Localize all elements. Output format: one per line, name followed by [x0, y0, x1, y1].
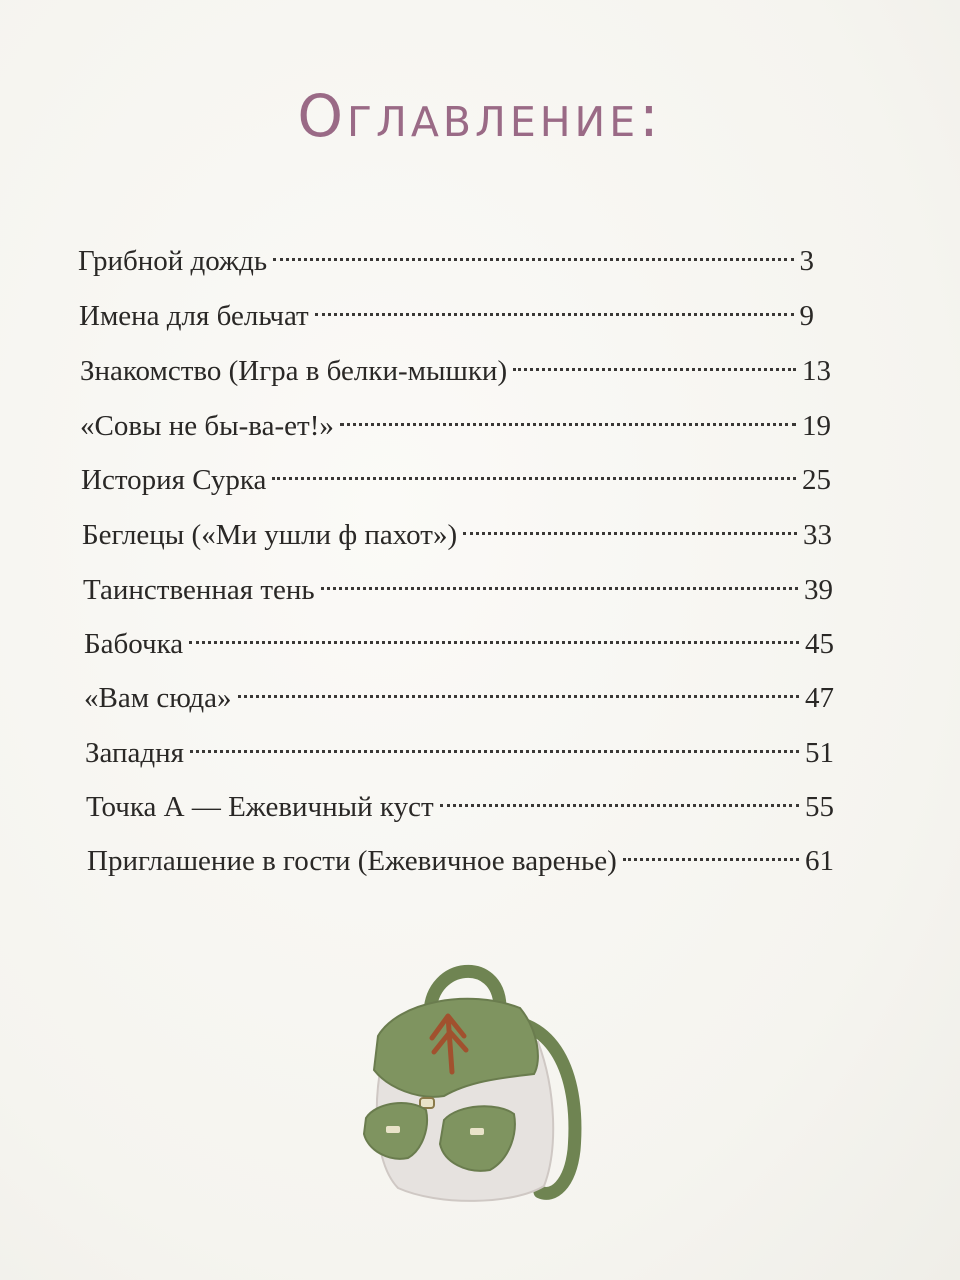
toc-dot-leader: [272, 453, 796, 489]
toc-dot-leader: [238, 671, 799, 707]
toc-entry-page: 9: [799, 300, 814, 332]
toc-entry-title: Бабочка: [84, 628, 184, 660]
toc-entry[interactable]: [84, 617, 834, 662]
toc-dot-leader: [623, 834, 799, 870]
toc-dot-leader: [189, 617, 799, 653]
toc-entry[interactable]: [78, 234, 814, 279]
toc-dot-leader: [273, 234, 793, 270]
toc-entry[interactable]: [80, 344, 831, 389]
toc-dot-leader: [463, 508, 797, 544]
backpack-pocket-strap: [386, 1126, 400, 1133]
toc-entry-title: «Совы не бы-ва-ет!»: [80, 410, 334, 442]
toc-entry-title: История Сурка: [81, 464, 267, 496]
toc-dot-leader: [315, 289, 794, 325]
page-title: Оглавление:: [297, 82, 663, 150]
toc-dot-leader: [440, 780, 799, 816]
toc-entry-page: 47: [805, 682, 834, 714]
backpack-icon: [348, 950, 588, 1210]
toc-entry-title: Западня: [85, 737, 185, 769]
toc-entry[interactable]: [82, 508, 832, 553]
toc-entry[interactable]: [80, 399, 831, 444]
toc-dot-leader: [513, 344, 796, 380]
toc-entry-page: 55: [805, 791, 834, 823]
toc-entry-page: 25: [802, 464, 831, 496]
toc-entry-page: 61: [805, 845, 834, 877]
toc-dot-leader: [321, 563, 798, 599]
toc-entry-title: Точка А — Ежевичный куст: [86, 791, 434, 823]
toc-entry[interactable]: [87, 834, 834, 879]
toc-entry-title: Приглашение в гости (Ежевичное варенье): [87, 845, 617, 877]
toc-entry-title: Беглецы («Ми ушли ф пахот»): [82, 519, 458, 551]
toc-entry-page: 51: [805, 737, 834, 769]
toc-entry[interactable]: [84, 671, 834, 716]
toc-entry[interactable]: [85, 726, 834, 771]
toc-entry[interactable]: [83, 563, 833, 608]
toc-entry-title: «Вам сюда»: [84, 682, 232, 714]
toc-entry-page: 45: [805, 628, 834, 660]
toc-entry[interactable]: [86, 780, 834, 825]
toc-entry[interactable]: [81, 453, 831, 498]
toc-entry-page: 3: [799, 245, 814, 277]
toc-entry-title: Грибной дождь: [78, 245, 268, 277]
toc-dot-leader: [340, 399, 796, 435]
toc-entry-title: Имена для бельчат: [79, 300, 309, 332]
toc-entry-title: Знакомство (Игра в белки-мышки): [80, 355, 508, 387]
toc-entry-page: 19: [802, 410, 831, 442]
toc-entry-title: Таинственная тень: [83, 574, 315, 606]
toc-entry-page: 13: [802, 355, 831, 387]
toc-entry-page: 33: [803, 519, 832, 551]
backpack-pocket-strap: [470, 1128, 484, 1135]
toc-entry[interactable]: [79, 289, 814, 334]
toc-dot-leader: [190, 726, 799, 762]
toc-entry-page: 39: [804, 574, 833, 606]
